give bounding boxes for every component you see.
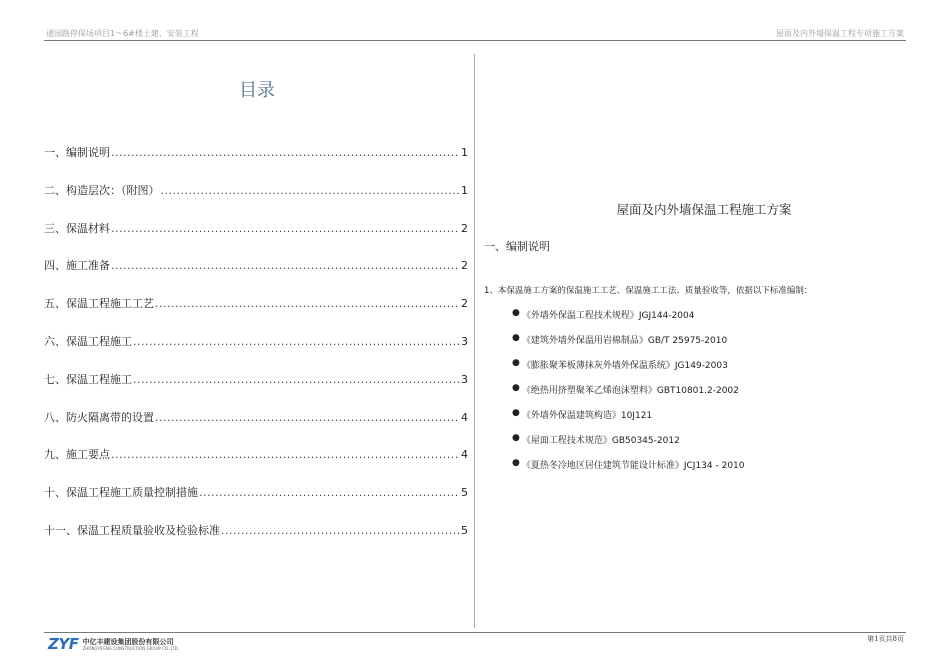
standard-item xyxy=(512,308,904,333)
toc-leader-dots xyxy=(161,184,461,197)
header-document-name: 屋面及内外墙保温工程专项施工方案 xyxy=(776,29,904,38)
toc-entry-page: 2 xyxy=(461,221,468,235)
toc-entry-page: 1 xyxy=(461,146,468,159)
standard-item xyxy=(512,433,904,458)
toc-entry-label: 十一、保温工程质量验收及检验标准 xyxy=(44,523,220,537)
standard-text: 《外墙外保温工程技术规程》JGJ144-2004 xyxy=(521,311,695,321)
standard-item xyxy=(512,458,904,483)
toc-entry-page: 3 xyxy=(461,372,468,386)
toc-entry[interactable] xyxy=(44,371,468,409)
toc-entry-label: 八、防火隔离带的设置 xyxy=(44,410,154,424)
toc-entry-page: 4 xyxy=(461,448,468,462)
toc-leader-dots xyxy=(199,486,460,499)
toc-entry-page: 5 xyxy=(461,523,468,537)
standard-text: 《建筑外墙外保温用岩棉制品》GB/T 25975-2010 xyxy=(521,336,728,346)
standard-text: 《外墙外保温建筑构造》10J121 xyxy=(521,411,653,421)
toc-entry-label: 十、保温工程施工质量控制措施 xyxy=(44,486,198,500)
toc-entry-label: 五、保温工程施工工艺 xyxy=(44,297,154,311)
standard-text: 《绝热用挤塑聚苯乙烯泡沫塑料》GBT10801.2-2002 xyxy=(521,386,739,396)
standard-item xyxy=(512,408,904,433)
document-title: 屋面及内外墙保温工程施工方案 xyxy=(616,202,792,217)
table-of-contents xyxy=(44,144,468,560)
toc-leader-dots xyxy=(111,222,460,235)
toc-entry[interactable] xyxy=(44,220,468,258)
toc-entry-page: 4 xyxy=(461,410,468,424)
toc-title: 目录 xyxy=(239,80,275,101)
standard-item xyxy=(512,383,904,408)
toc-leader-dots xyxy=(133,335,460,348)
toc-leader-dots xyxy=(133,373,460,386)
page-number: 第1页共8页 xyxy=(867,635,904,643)
toc-leader-dots xyxy=(155,411,460,424)
toc-leader-dots xyxy=(111,448,460,461)
page-header xyxy=(44,26,906,41)
toc-entry-label: 四、施工准备 xyxy=(44,259,110,273)
bullet-icon: ● xyxy=(512,458,520,468)
toc-leader-dots xyxy=(111,146,460,159)
toc-entry-page: 1 xyxy=(461,183,468,197)
column-divider xyxy=(474,54,475,628)
toc-leader-dots xyxy=(221,524,460,537)
intro-paragraph: 1、本保温施工方案的保温施工工艺、保温施工工法、质量验收等，依据以下标准编制： xyxy=(484,286,813,296)
toc-entry[interactable] xyxy=(44,446,468,484)
logo-company-name: 中亿丰建设集团股份有限公司 xyxy=(82,637,174,646)
bullet-icon: ● xyxy=(512,408,520,418)
bullet-icon: ● xyxy=(512,358,520,368)
bullet-icon: ● xyxy=(512,333,520,343)
toc-entry[interactable] xyxy=(44,333,468,371)
toc-leader-dots xyxy=(111,259,460,272)
toc-entry[interactable] xyxy=(44,295,468,333)
standard-item xyxy=(512,358,904,383)
toc-entry[interactable] xyxy=(44,182,468,220)
toc-entry-page: 5 xyxy=(461,486,468,500)
page-footer xyxy=(44,632,906,663)
toc-entry-label: 九、施工要点 xyxy=(44,448,110,462)
standard-text: 《夏热冬冷地区居住建筑节能设计标准》JCJ134 - 2010 xyxy=(521,461,745,471)
standard-text: 《膨胀聚苯板薄抹灰外墙外保温系统》JG149-2003 xyxy=(521,361,728,371)
logo-mark: ZYF xyxy=(48,635,79,653)
toc-entry-label: 七、保温工程施工 xyxy=(44,372,132,386)
toc-entry-label: 二、构造层次：（附图） xyxy=(44,183,160,197)
standards-list xyxy=(512,308,904,483)
bullet-icon: ● xyxy=(512,308,520,318)
toc-entry-label: 一、编制说明 xyxy=(44,146,110,159)
logo-company-name-en: ZHONGYIFENG CONSTRUCTION GROUP CO.,LTD. xyxy=(82,645,179,651)
toc-entry[interactable] xyxy=(44,144,468,182)
toc-entry-page: 2 xyxy=(461,297,468,311)
toc-entry-label: 六、保温工程施工 xyxy=(44,334,132,348)
header-project-name: 通园路停保场项目1～6#楼土建、安装工程 xyxy=(46,29,199,38)
bullet-icon: ● xyxy=(512,383,520,393)
standard-text: 《屋面工程技术规范》GB50345-2012 xyxy=(521,436,680,446)
standard-item xyxy=(512,333,904,358)
toc-entry-label: 三、保温材料 xyxy=(44,221,110,235)
toc-entry[interactable] xyxy=(44,522,468,560)
document-body xyxy=(484,200,904,483)
toc-leader-dots xyxy=(155,297,460,310)
bullet-icon: ● xyxy=(512,433,520,443)
toc-entry-page: 3 xyxy=(461,334,468,348)
section-heading: 一、编制说明 xyxy=(484,240,550,253)
toc-entry[interactable] xyxy=(44,257,468,295)
toc-entry[interactable] xyxy=(44,484,468,522)
toc-entry-page: 2 xyxy=(461,259,468,273)
company-logo xyxy=(48,635,179,653)
toc-entry[interactable] xyxy=(44,409,468,447)
